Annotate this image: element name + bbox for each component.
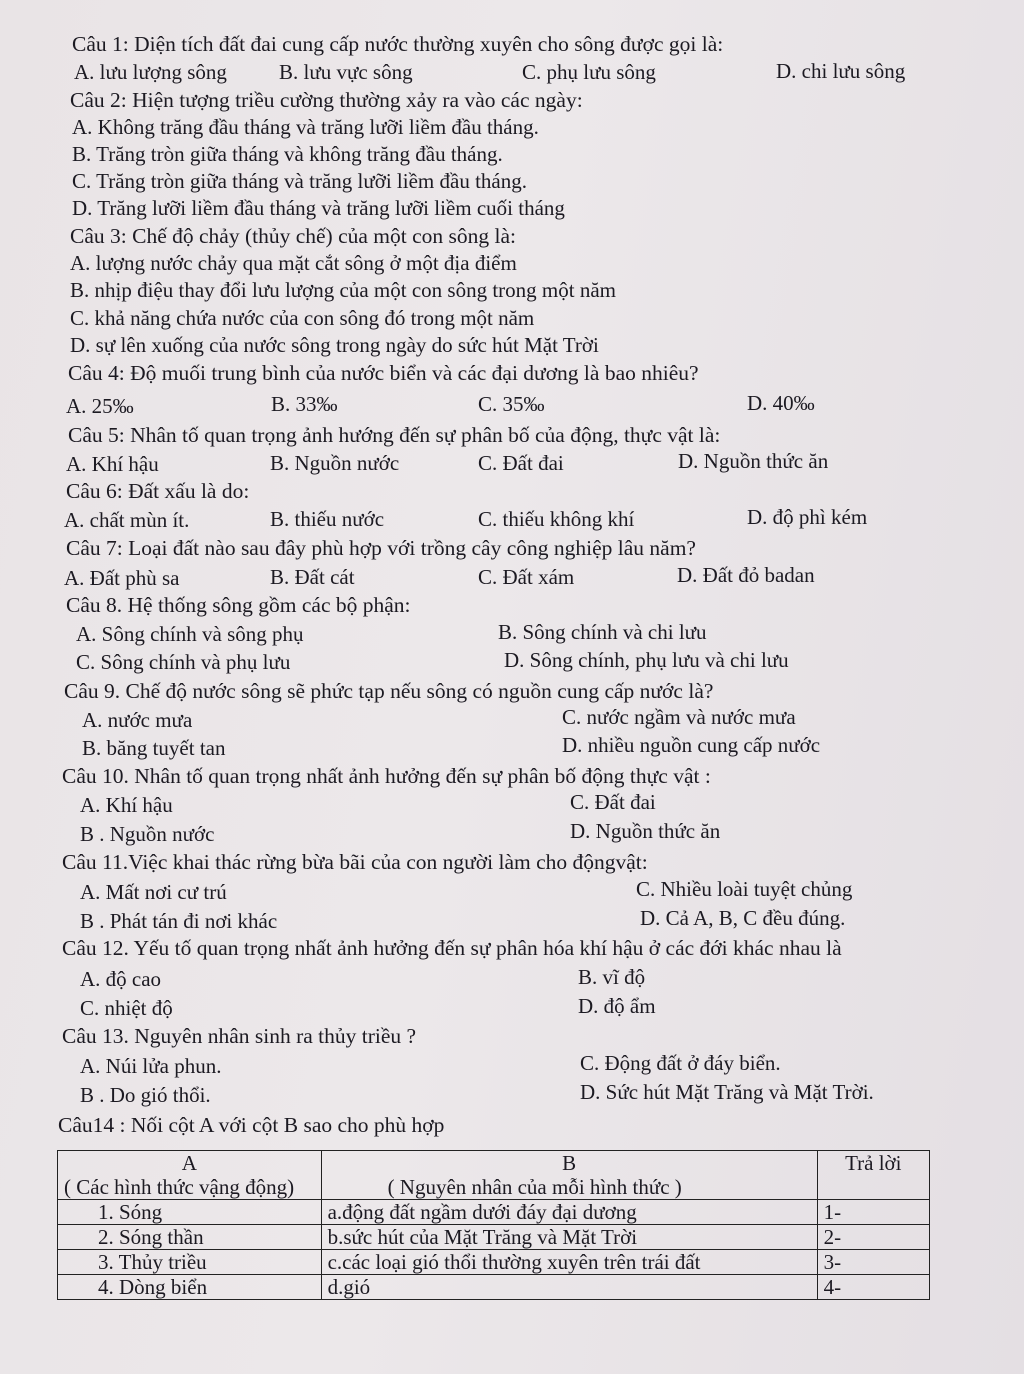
question-12: Câu 12. Yếu tố quan trọng nhất ảnh hưởng đến sự phân hóa khí hậu ở các đới khác nhau là — [62, 936, 842, 960]
matching-table — [57, 1150, 930, 1300]
q12-option-c: C. nhiệt độ — [80, 996, 173, 1020]
row-4-a: 4. Dòng biển — [58, 1275, 322, 1300]
q13-option-d: D. Sức hút Mặt Trăng và Mặt Trời. — [580, 1080, 874, 1104]
q9-option-a: A. nước mưa — [82, 708, 193, 732]
header-answer-label: Trả lời — [845, 1151, 902, 1175]
q6-option-a: A. chất mùn ít. — [64, 508, 190, 532]
q4-option-c: C. 35‰ — [478, 392, 545, 416]
q10-option-a: A. Khí hậu — [80, 793, 173, 817]
q11-option-b: B . Phát tán đi nơi khác — [80, 909, 278, 933]
q7-option-c: C. Đất xám — [478, 565, 575, 589]
q11-option-c: C. Nhiều loài tuyệt chủng — [636, 877, 853, 901]
table-header-row — [58, 1151, 930, 1200]
q1-option-d: D. chi lưu sông — [776, 59, 906, 83]
q11-option-a: A. Mất nơi cư trú — [80, 880, 227, 904]
q3-option-c: C. khả năng chứa nước của con sông đó trong một năm — [70, 306, 535, 330]
q5-option-d: D. Nguồn thức ăn — [678, 449, 829, 473]
row-2-answer[interactable]: 2- — [817, 1225, 929, 1250]
q7-option-d: D. Đất đỏ badan — [677, 563, 815, 587]
q3-option-b: B. nhịp điệu thay đổi lưu lượng của một con sông trong một năm — [70, 278, 616, 302]
q11-option-d: D. Cả A, B, C đều đúng. — [640, 906, 846, 930]
question-13: Câu 13. Nguyên nhân sinh ra thủy triều ? — [62, 1024, 417, 1048]
row-4-b: d.gió — [321, 1275, 817, 1300]
header-column-b — [321, 1151, 817, 1200]
table-row — [58, 1250, 930, 1275]
question-3: Câu 3: Chế độ chảy (thủy chế) của một con sông là: — [70, 224, 517, 248]
q9-option-d: D. nhiều nguồn cung cấp nước — [562, 733, 821, 757]
q5-option-b: B. Nguồn nước — [270, 451, 400, 475]
header-column-a — [58, 1151, 322, 1200]
question-6: Câu 6: Đất xấu là do: — [66, 479, 250, 503]
q13-option-c: C. Động đất ở đáy biển. — [580, 1051, 781, 1075]
q9-option-c: C. nước ngầm và nước mưa — [562, 705, 796, 729]
row-3-answer[interactable]: 3- — [817, 1250, 929, 1275]
q8-option-c: C. Sông chính và phụ lưu — [76, 650, 291, 674]
q6-option-c: C. thiếu không khí — [478, 507, 635, 531]
q4-option-a: A. 25‰ — [66, 394, 134, 418]
header-b-sub: ( Nguyên nhân của mỗi hình thức ) — [387, 1175, 682, 1199]
question-5: Câu 5: Nhân tố quan trọng ảnh hướng đến sự phân bố của động, thực vật là: — [68, 423, 721, 447]
q2-option-c: C. Trăng tròn giữa tháng và trăng lưỡi liềm đầu tháng. — [72, 169, 527, 193]
q4-option-d: D. 40‰ — [747, 391, 815, 415]
q2-option-a: A. Không trăng đầu tháng và trăng lưỡi liềm đầu tháng. — [72, 115, 539, 139]
row-4-answer[interactable]: 4- — [817, 1275, 929, 1300]
q10-option-c: C. Đất đai — [570, 790, 656, 814]
q3-option-a: A. lượng nước chảy qua mặt cắt sông ở một địa điểm — [70, 251, 517, 275]
question-2: Câu 2: Hiện tượng triều cường thường xảy ra vào các ngày: — [70, 88, 583, 112]
q8-option-a: A. Sông chính và sông phụ — [76, 622, 304, 646]
q1-option-a: A. lưu lượng sông — [74, 60, 227, 84]
row-3-b: c.các loại gió thổi thường xuyên trên trái đất — [321, 1250, 817, 1275]
q13-option-a: A. Núi lửa phun. — [80, 1054, 222, 1078]
q5-option-c: C. Đất đai — [478, 451, 564, 475]
q12-option-d: D. độ ẩm — [578, 994, 656, 1018]
table-row — [58, 1275, 930, 1300]
header-a-sub: ( Các hình thức vậng động) — [64, 1175, 295, 1199]
q10-option-d: D. Nguồn thức ăn — [570, 819, 721, 843]
header-b-label: B — [562, 1151, 577, 1175]
table-row — [58, 1225, 930, 1250]
row-2-b: b.sức hút của Mặt Trăng và Mặt Trời — [321, 1225, 817, 1250]
row-3-a: 3. Thủy triều — [58, 1250, 322, 1275]
header-a-label: A — [181, 1151, 197, 1175]
q7-option-b: B. Đất cát — [270, 565, 355, 589]
row-1-b: a.động đất ngầm dưới đáy đại dương — [321, 1200, 817, 1225]
q6-option-b: B. thiếu nước — [270, 507, 385, 531]
row-2-a: 2. Sóng thần — [58, 1225, 322, 1250]
row-1-a: 1. Sóng — [58, 1200, 322, 1225]
q12-option-b: B. vĩ độ — [578, 965, 646, 989]
q2-option-d: D. Trăng lưỡi liềm đầu tháng và trăng lưỡi liềm cuối tháng — [72, 196, 565, 220]
question-1: Câu 1: Diện tích đất đai cung cấp nước thường xuyên cho sông được gọi là: — [72, 32, 724, 56]
q2-option-b: B. Trăng tròn giữa tháng và không trăng đầu tháng. — [72, 142, 503, 166]
q8-option-b: B. Sông chính và chi lưu — [498, 620, 707, 644]
q6-option-d: D. độ phì kém — [747, 505, 868, 529]
q1-option-b: B. lưu vực sông — [279, 60, 413, 84]
q4-option-b: B. 33‰ — [271, 392, 338, 416]
question-7: Câu 7: Loại đất nào sau đây phù hợp với trồng cây công nghiệp lâu năm? — [66, 536, 696, 560]
header-column-answer — [817, 1151, 929, 1200]
question-9: Câu 9. Chế độ nước sông sẽ phức tạp nếu sông có nguồn cung cấp nước là? — [64, 679, 714, 703]
row-1-answer[interactable]: 1- — [817, 1200, 929, 1225]
q5-option-a: A. Khí hậu — [66, 452, 159, 476]
q8-option-d: D. Sông chính, phụ lưu và chi lưu — [504, 648, 789, 672]
q1-option-c: C. phụ lưu sông — [522, 60, 656, 84]
q9-option-b: B. băng tuyết tan — [82, 736, 226, 760]
q7-option-a: A. Đất phù sa — [64, 566, 180, 590]
q13-option-b: B . Do gió thổi. — [80, 1083, 211, 1107]
q10-option-b: B . Nguồn nước — [80, 822, 215, 846]
question-14: Câu14 : Nối cột A với cột B sao cho phù hợp — [58, 1113, 445, 1137]
question-11: Câu 11.Việc khai thác rừng bừa bãi của con người làm cho độngvật: — [62, 850, 648, 874]
table-row — [58, 1200, 930, 1225]
q12-option-a: A. độ cao — [80, 967, 162, 991]
question-4: Câu 4: Độ muối trung bình của nước biển và các đại dương là bao nhiêu? — [68, 361, 699, 385]
question-10: Câu 10. Nhân tố quan trọng nhất ảnh hưởng đến sự phân bố động thực vật : — [62, 764, 711, 788]
q3-option-d: D. sự lên xuống của nước sông trong ngày do sức hút Mặt Trời — [70, 333, 599, 357]
question-8: Câu 8. Hệ thống sông gồm các bộ phận: — [66, 593, 411, 617]
